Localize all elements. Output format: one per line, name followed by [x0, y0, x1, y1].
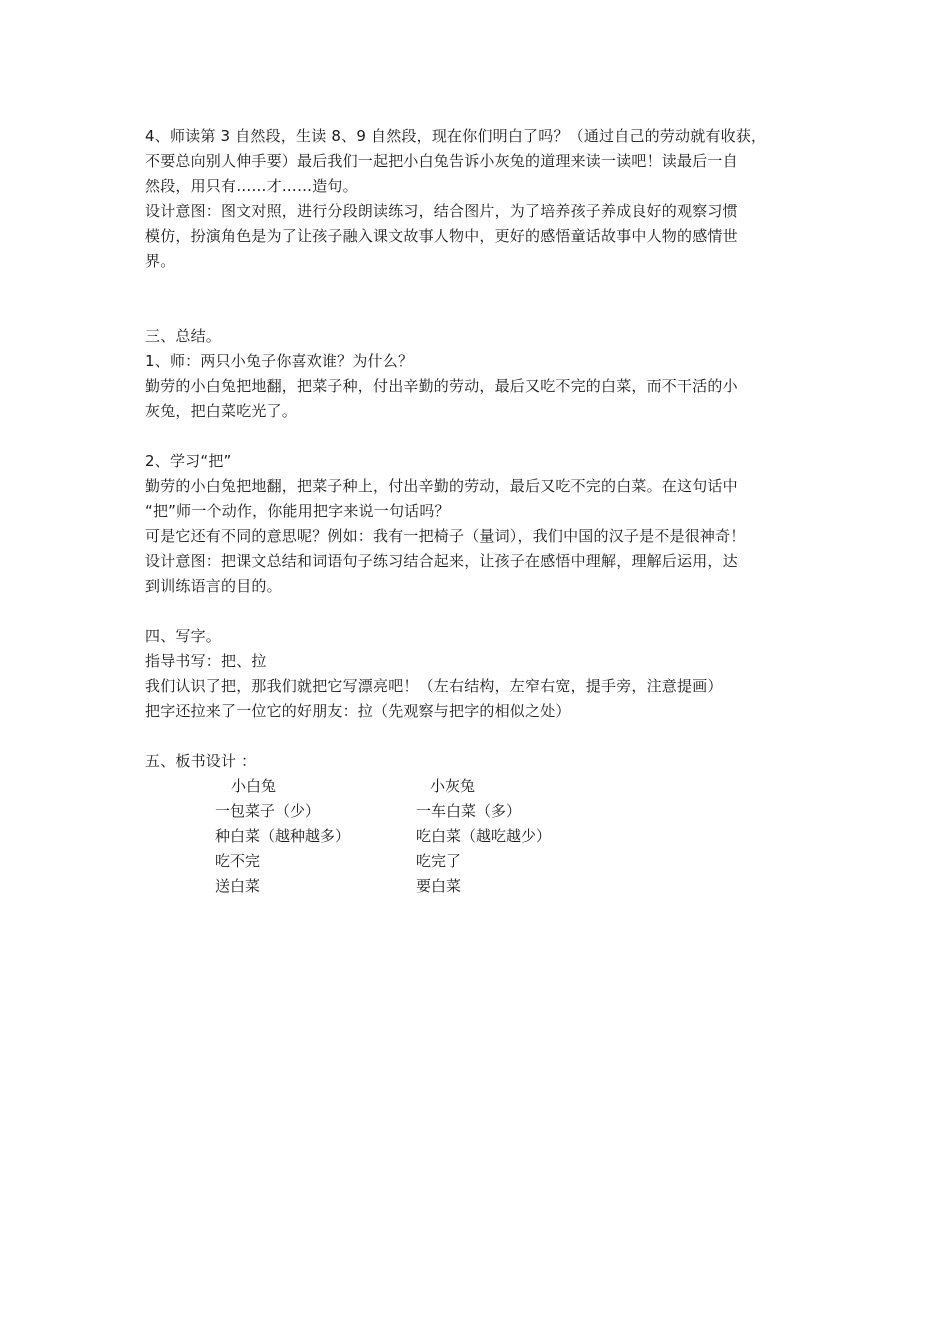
board-header-left: 小白兔: [231, 777, 277, 795]
board-cell-left: 种白菜（越种越多）: [215, 827, 351, 845]
reading-line-1: 4、师读第 3 自然段，生读 8、9 自然段，现在你们明白了吗？（通过自己的劳动就有收获，: [145, 127, 767, 145]
board-cell-left: 吃不完: [215, 852, 261, 870]
reading-design-line-3: 界。: [145, 252, 176, 270]
writing-line-2: 我们认识了把，那我们就把它写漂亮吧！（左右结构，左窄右宽，提手旁，注意提画）: [145, 677, 723, 695]
summary-design-line-2: 到训练语言的目的。: [145, 577, 282, 595]
document-body: [145, 124, 815, 899]
summary-design-line-1: 设计意图：把课文总结和词语句子练习结合起来，让孩子在感悟中理解，理解后运用，达: [145, 552, 738, 570]
summary-answer-1-line-2: 灰兔，把白菜吃光了。: [145, 402, 298, 420]
writing-line-1: 指导书写：把、拉: [145, 652, 267, 670]
reading-line-3: 然段，用只有……才……造句。: [145, 177, 358, 195]
board-row: [145, 824, 815, 849]
reading-design-line-1: 设计意图：图文对照，进行分段朗读练习，结合图片，为了培养孩子养成良好的观察习惯: [145, 202, 738, 220]
board-header-row: [145, 774, 815, 799]
board-cell-right: 吃白菜（越吃越少）: [416, 827, 552, 845]
summary-question-2: 2、学习“把”: [145, 452, 232, 470]
summary-answer-2-line-1: 勤劳的小白兔把地翻，把菜子种上，付出辛勤的劳动，最后又吃不完的白菜。在这句话中: [145, 477, 738, 495]
summary-answer-2-line-3: 可是它还有不同的意思呢？例如：我有一把椅子（量词），我们中国的汉子是不是很神奇！: [145, 527, 746, 545]
spacer: [145, 599, 815, 624]
board-row: [145, 874, 815, 899]
writing-line-3: 把字还拉来了一位它的好朋友：拉（先观察与把字的相似之处）: [145, 702, 571, 720]
summary-answer-2-line-2: “把”师一个动作，你能用把字来说一句话吗？: [145, 502, 450, 520]
board-cell-right: 一车白菜（多）: [416, 802, 522, 820]
summary-answer-1-line-1: 勤劳的小白兔把地翻，把菜子种，付出辛勤的劳动，最后又吃不完的白菜，而不干活的小: [145, 377, 738, 395]
board-heading: 五、板书设计 ：: [145, 752, 257, 770]
summary-heading: 三、总结。: [145, 327, 222, 345]
board-cell-left: 一包菜子（少）: [215, 802, 321, 820]
board-header-right: 小灰兔: [430, 777, 476, 795]
board-cell-right: 要白菜: [416, 877, 462, 895]
board-row: [145, 849, 815, 874]
board-row: [145, 799, 815, 824]
spacer: [145, 424, 815, 449]
reading-line-2: 不要总向别人伸手要）最后我们一起把小白兔告诉小灰兔的道理来读一读吧！读最后一自: [145, 152, 738, 170]
reading-design-line-2: 模仿，扮演角色是为了让孩子融入课文故事人物中，更好的感悟童话故事中人物的感情世: [145, 227, 738, 245]
board-cell-left: 送白菜: [215, 877, 261, 895]
spacer: [145, 724, 815, 749]
writing-heading: 四、写字。: [145, 627, 222, 645]
board-cell-right: 吃完了: [416, 852, 462, 870]
board-design-table: [145, 774, 815, 899]
summary-question-1: 1、师：两只小兔子你喜欢谁？为什么？: [145, 352, 414, 370]
spacer: [145, 274, 815, 324]
